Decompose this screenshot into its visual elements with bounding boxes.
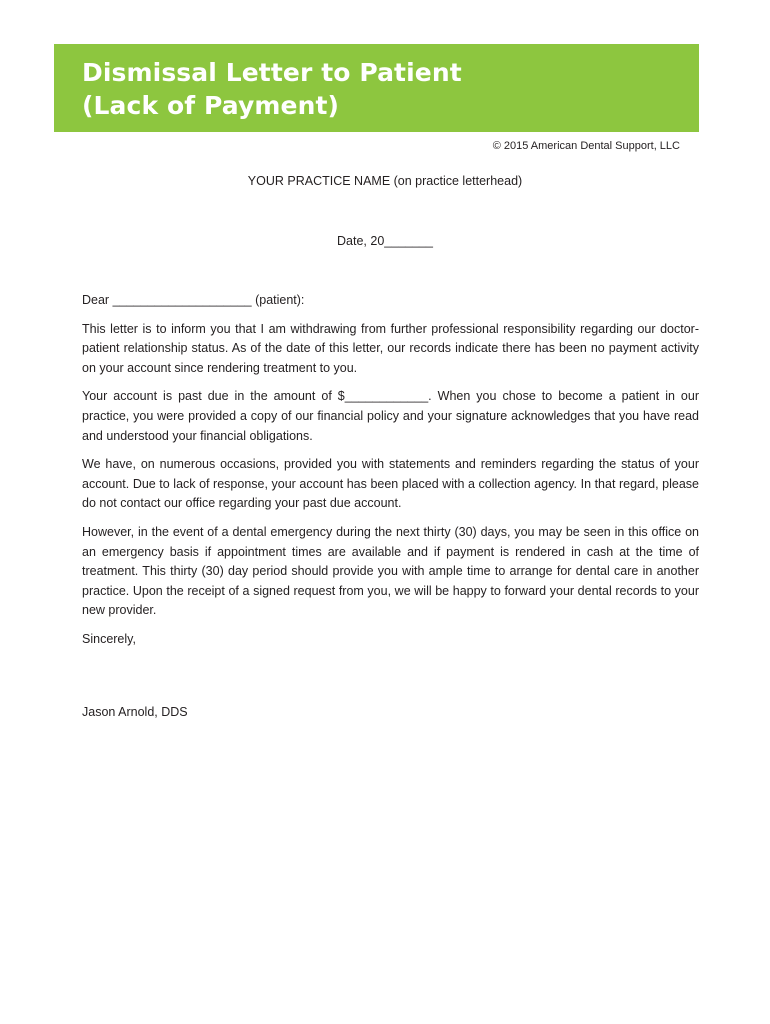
date-line: Date, 20_______ bbox=[337, 234, 433, 248]
page-title bbox=[82, 56, 462, 122]
paragraph-withdrawal: This letter is to inform you that I am withdrawing from further professional responsibility regarding our doctor-patient relationship status. As of the date of this letter, our records indicate there has been no payment activity on your account since rendering treatment to you. bbox=[82, 321, 699, 375]
title-banner bbox=[54, 44, 699, 132]
paragraph-emergency: However, in the event of a dental emergency during the next thirty (30) days, you may be seen in this office on an emergency basis if appointment times are available and if payment is rendered in cash at the time of treatment. This thirty (30) day period should provide you with ample time to arrange for dental care in another practice. Upon the receipt of a signed request from you, we will be happy to forward your dental records to your new provider. bbox=[82, 524, 699, 618]
paragraph-collections: We have, on numerous occasions, provided you with statements and reminders regarding the status of your account. Due to lack of response, your account has been placed with a collection agency. In that regard, please do not contact our office regarding your past due account. bbox=[82, 457, 699, 511]
title-line-2: (Lack of Payment) bbox=[82, 91, 340, 120]
practice-name: YOUR PRACTICE NAME (on practice letterhead) bbox=[247, 174, 523, 188]
title-line-1: Dismissal Letter to Patient bbox=[82, 58, 462, 87]
closing: Sincerely, bbox=[82, 631, 136, 646]
salutation: Dear ____________________ (patient): bbox=[82, 293, 305, 307]
letter-body bbox=[82, 291, 699, 650]
copyright-notice: © 2015 American Dental Support, LLC bbox=[492, 140, 680, 152]
paragraph-past-due: Your account is past due in the amount of $____________. When you chose to become a patient in our practice, you were provided a copy of our financial policy and your signature acknowledges that you have read and understood your financial obligations. bbox=[82, 389, 699, 443]
signature-name: Jason Arnold, DDS bbox=[82, 705, 188, 719]
